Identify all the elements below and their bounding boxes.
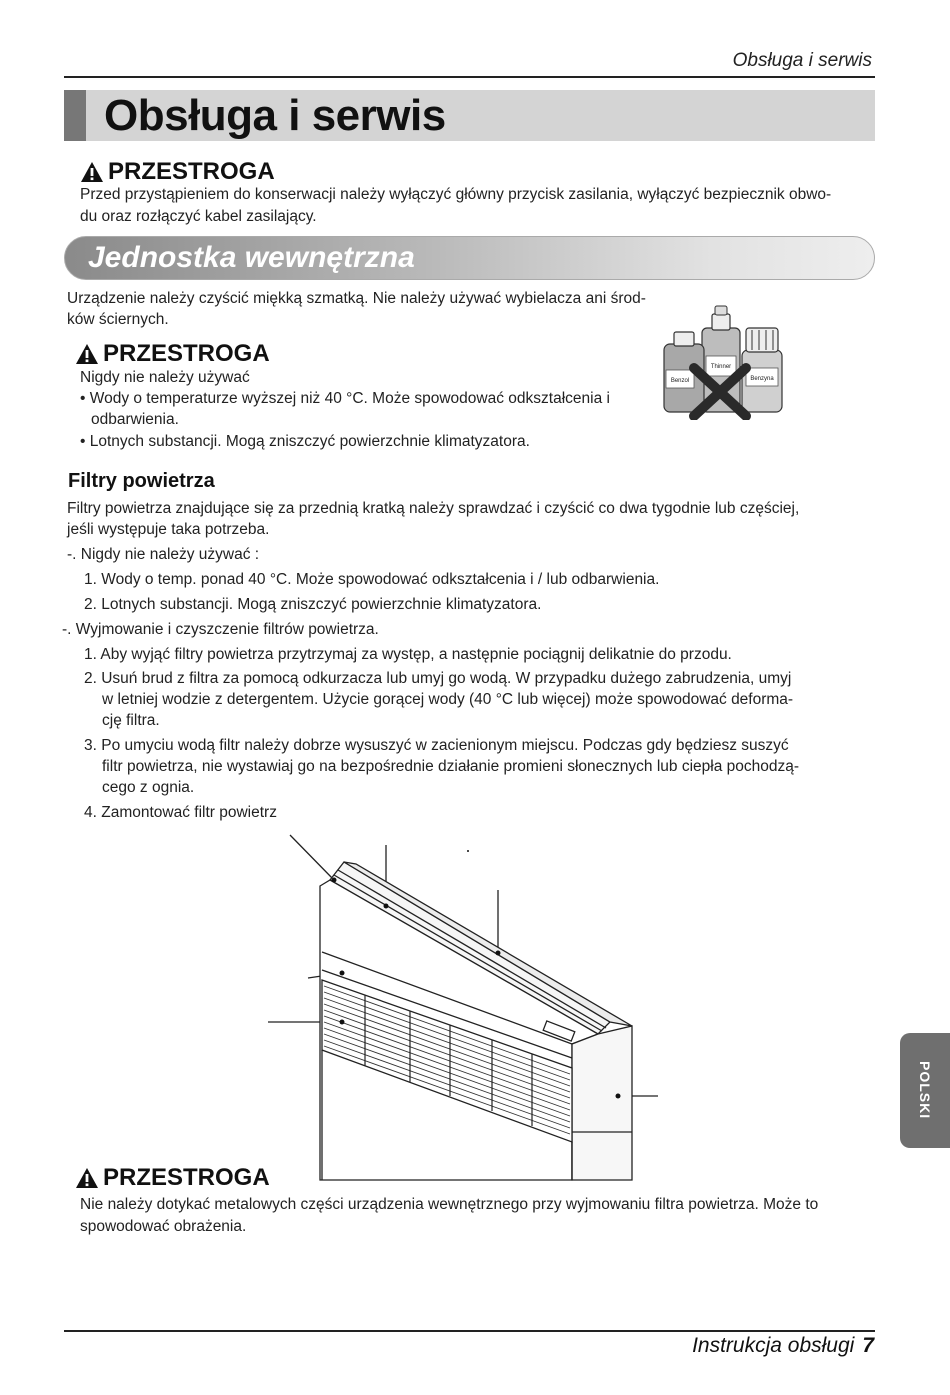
- removal-step-3-line-1: 3. Po umyciu wodą filtr należy dobrze wysuszyć w zacienionym miejscu. Podczas gdy będziesz suszyć: [84, 737, 789, 754]
- caution-label: PRZESTROGA: [108, 158, 275, 185]
- caution-text-3-line-1: Nie należy dotykać metalowych części urządzenia wewnętrznego przy wyjmowaniu filtra powietrza. Może to: [80, 1196, 819, 1213]
- caution-label: PRZESTROGA: [103, 1164, 270, 1191]
- removal-step-4: 4. Zamontować filtr powietrz: [84, 804, 277, 821]
- solvent-bottles-illustration: [660, 300, 786, 420]
- page-title: Obsługa i serwis: [104, 91, 446, 140]
- warning-icon: [75, 343, 99, 365]
- label-benzol: Benzol: [670, 378, 690, 384]
- footer-rule: [64, 1330, 875, 1332]
- title-accent: [64, 90, 86, 141]
- never-use-item-1: 1. Wody o temp. ponad 40 °C. Może spowodować odkształcenia i / lub odbarwienia.: [84, 571, 660, 588]
- caution-bullet-1: • Wody o temperaturze wyższej niż 40 °C. Może spowodować odkształcenia i: [80, 390, 610, 407]
- removal-step-1: 1. Aby wyjąć filtry powietrza przytrzymaj za występ, a następnie pociągnij delikatnie do przodu.: [84, 646, 732, 663]
- caution-heading-3: [75, 1164, 270, 1192]
- running-header: Obsługa i serwis: [732, 50, 872, 71]
- removal-step-2-line-3: cję filtra.: [102, 712, 160, 729]
- removal-step-2-line-1: 2. Usuń brud z filtra za pomocą odkurzacza lub umyj go wodą. W przypadku dużego zabrudzenia, umyj: [84, 670, 792, 687]
- caution-text-3-line-2: spowodować obrażenia.: [80, 1218, 247, 1235]
- removal-step-3-line-2: filtr powietrza, nie wystawiaj go na bezpośrednie działanie promieni słonecznych lub ciepła pochodzą-: [102, 758, 800, 775]
- warning-icon: [75, 1167, 99, 1189]
- indoor-unit-illustration: [260, 830, 670, 1186]
- never-use-item-2: 2. Lotnych substancji. Mogą zniszczyć powierzchnie klimatyzatora.: [84, 596, 542, 613]
- warning-icon: [80, 161, 104, 183]
- filters-paragraph-line-1: Filtry powietrza znajdujące się za przednią kratką należy sprawdzać i czyścić co dwa tygodnie lub częściej,: [67, 500, 800, 517]
- footer-manual-title: Instrukcja obsługi: [692, 1334, 855, 1357]
- language-tab-label: POLSKI: [917, 1061, 933, 1120]
- removal-step-3-line-3: cego z ognia.: [102, 779, 195, 796]
- removal-heading: -. Wyjmowanie i czyszczenie filtrów powietrza.: [62, 621, 379, 638]
- filters-heading: Filtry powietrza: [68, 470, 215, 492]
- caution-heading-2: [75, 340, 270, 368]
- caution-text-2-line-1: Nigdy nie należy używać: [80, 369, 250, 386]
- caution-bullet-1-cont: odbarwienia.: [91, 411, 179, 428]
- intro-line-1: Urządzenie należy czyścić miękką szmatką. Nie należy używać wybielacza ani środ-: [67, 290, 646, 307]
- removal-step-2-line-2: w letniej wodzie z detergentem. Użycie gorącej wody (40 °C lub więcej) może spowodować deforma-: [102, 691, 794, 708]
- header-rule: [64, 76, 875, 78]
- caution-label: PRZESTROGA: [103, 340, 270, 367]
- section-title-indoor: Jednostka wewnętrzna: [88, 241, 415, 274]
- caution-text-1-line-1: Przed przystąpieniem do konserwacji należy wyłączyć główny przycisk zasilania, wyłączyć bezpiecznik obwo-: [80, 186, 832, 203]
- label-thinner: Thinner: [710, 364, 732, 370]
- caution-text-1-line-2: du oraz rozłączyć kabel zasilający.: [80, 208, 317, 225]
- intro-line-2: ków ściernych.: [67, 311, 169, 328]
- caution-bullet-2: • Lotnych substancji. Mogą zniszczyć powierzchnie klimatyzatora.: [80, 433, 530, 450]
- page-number: 7: [862, 1334, 874, 1357]
- caution-heading-1: [80, 158, 275, 186]
- footer: [692, 1334, 874, 1358]
- filters-paragraph-line-2: jeśli występuje taka potrzeba.: [67, 521, 270, 538]
- never-use-heading: -. Nigdy nie należy używać :: [67, 546, 260, 563]
- label-benzyna: Benzyna: [750, 376, 774, 382]
